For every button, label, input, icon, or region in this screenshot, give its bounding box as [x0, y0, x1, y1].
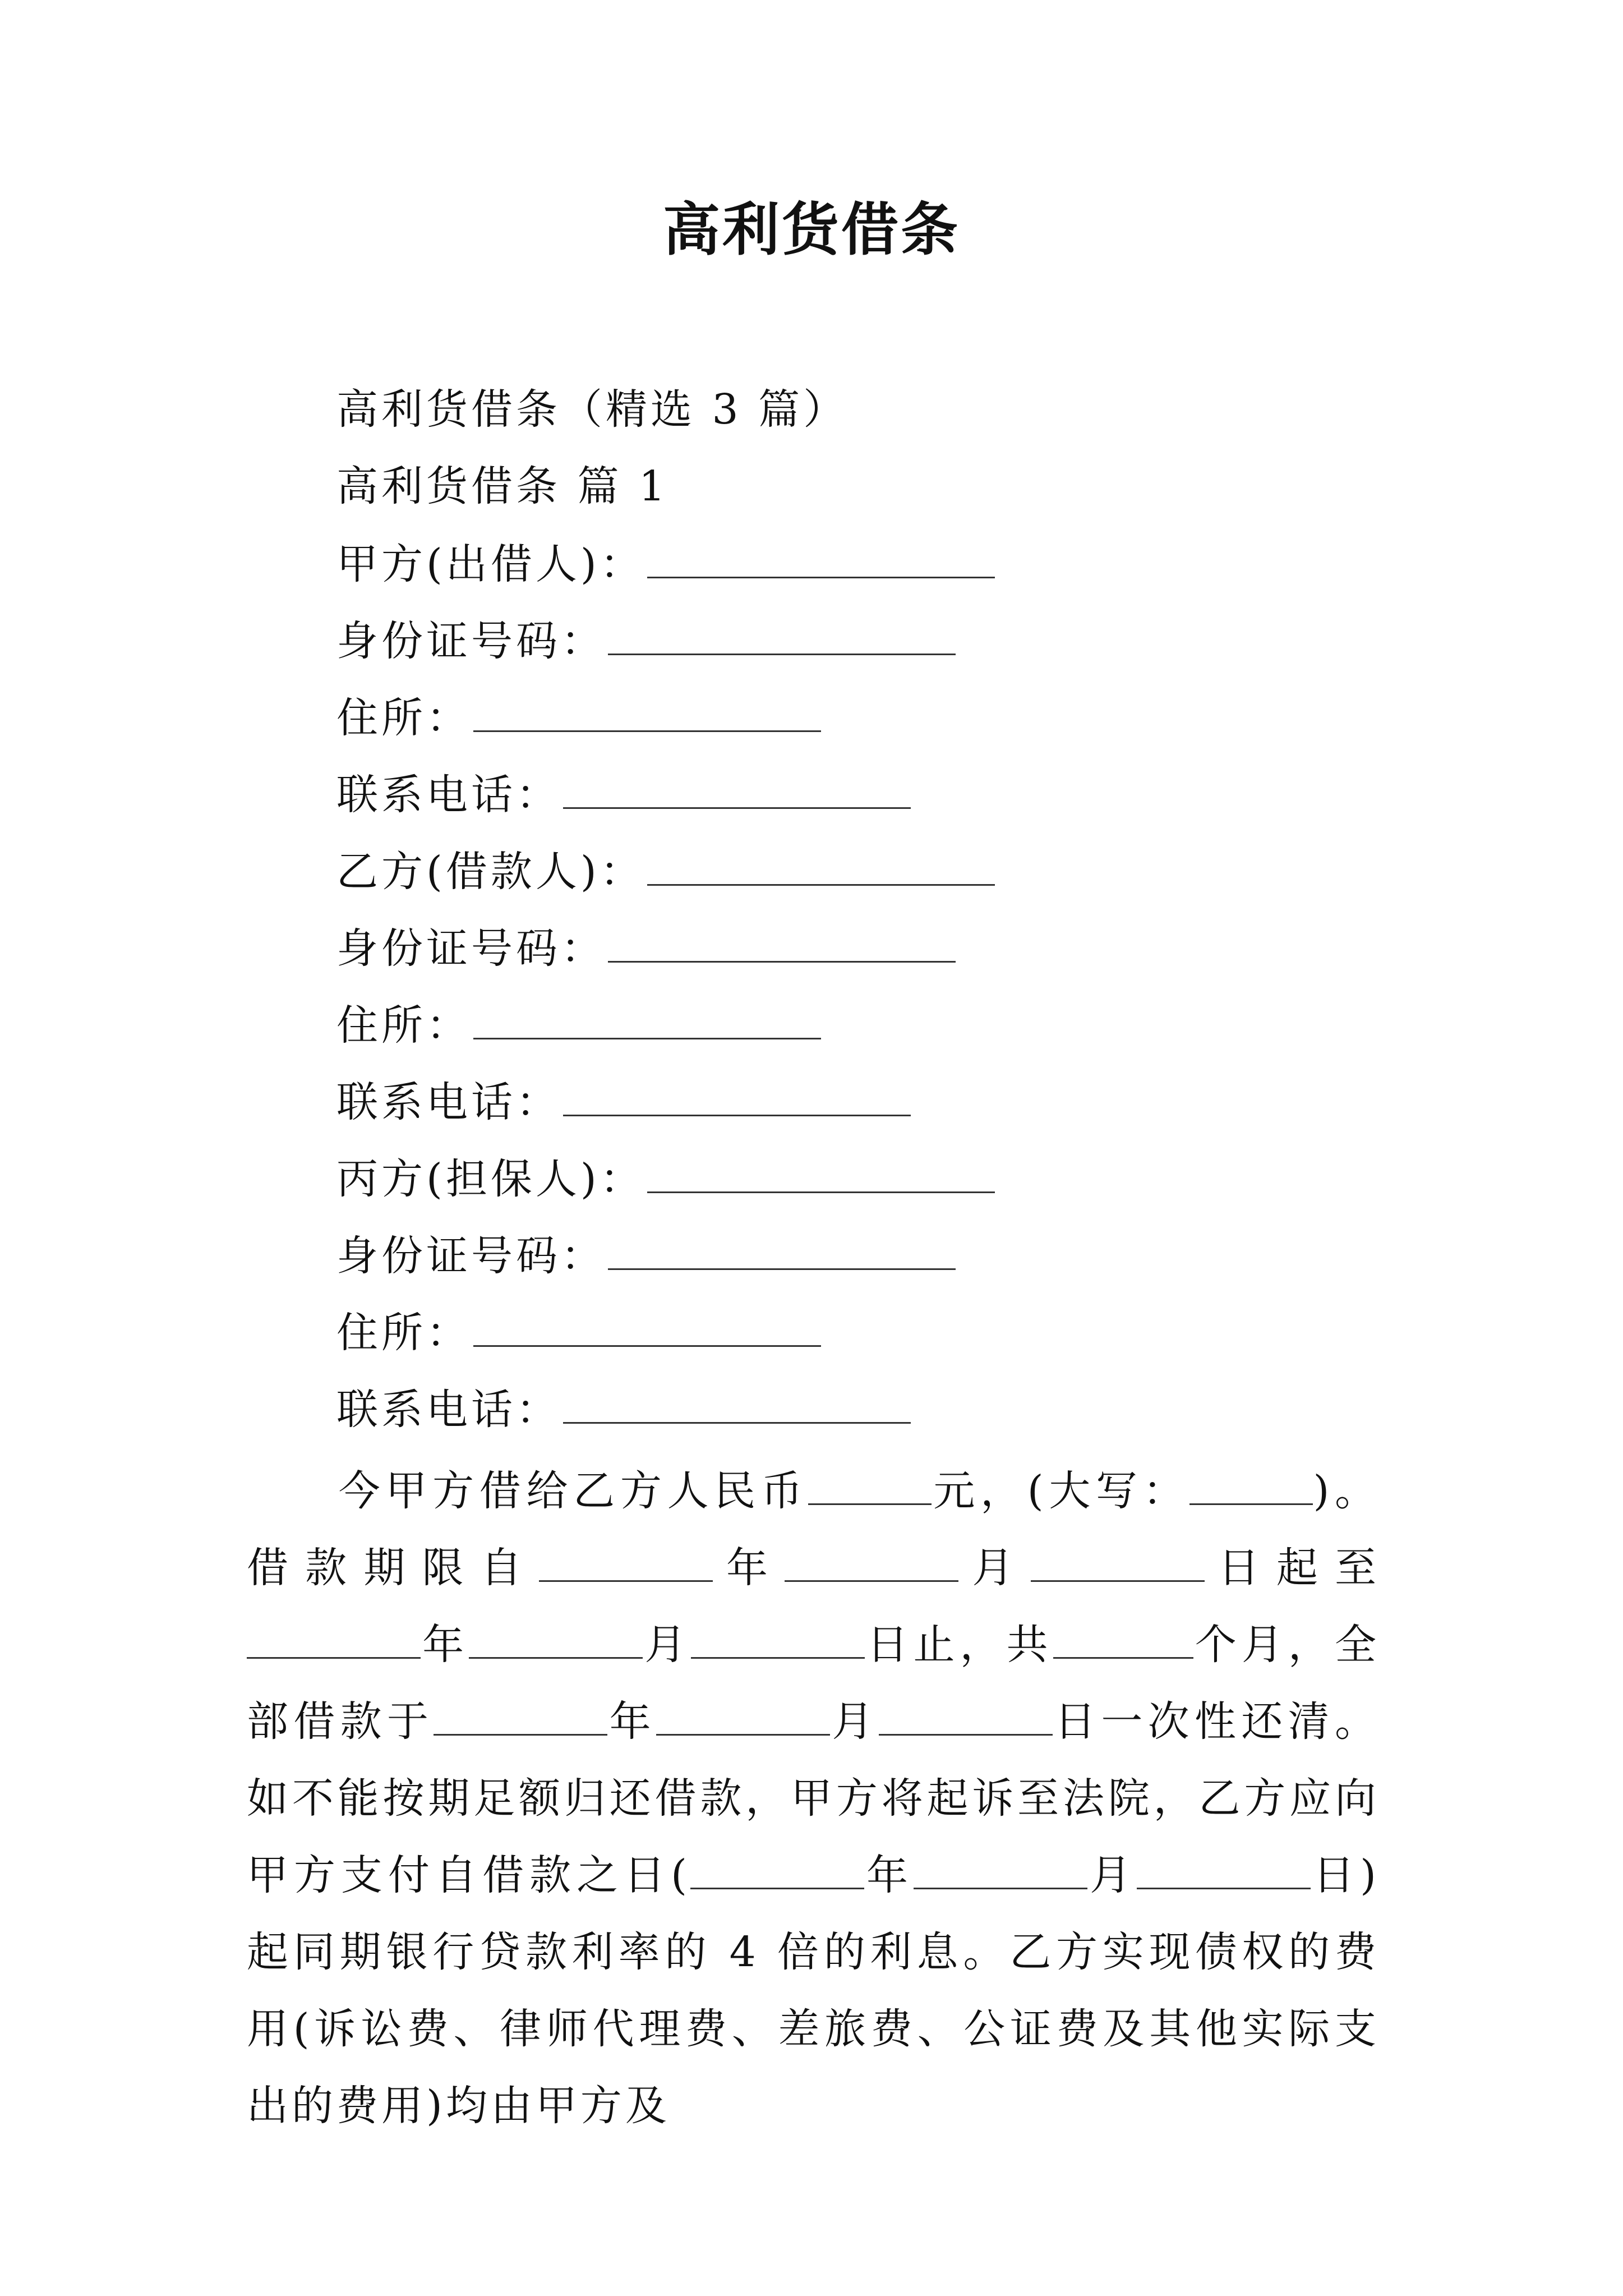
field-lender-phone: [336, 766, 911, 823]
document-subtitle: 高利货借条（精选 3 篇）: [336, 385, 849, 434]
blank-year: [434, 1695, 607, 1736]
field-guarantor-phone: [336, 1381, 911, 1438]
body-text: )。借款期限自: [247, 1467, 1380, 1592]
blank-month: [656, 1695, 830, 1736]
blank-amount-words: [1189, 1464, 1313, 1505]
field-label: 联系电话：: [336, 771, 561, 819]
body-text: 年: [864, 1851, 914, 1899]
blank-line: [647, 1150, 995, 1193]
blank-line: [563, 1381, 911, 1424]
blank-line: [563, 1073, 911, 1116]
field-label: 联系电话：: [336, 1386, 561, 1434]
section-heading: 高利货借条 篇 1: [336, 462, 669, 510]
blank-line: [608, 1227, 956, 1270]
field-borrower: [336, 843, 995, 900]
body-paragraph: [247, 1453, 1380, 2145]
field-borrower-address: [336, 996, 821, 1053]
field-lender-address: [336, 689, 821, 746]
body-text: 日)起同期银行贷款利率的 4 倍的利息。乙方实现债权的费用(诉讼费、律师代理费、差旅费、公证费及其他实际支出的费用)均由甲方及: [247, 1851, 1380, 2130]
blank-months: [1053, 1618, 1193, 1659]
field-guarantor-address: [336, 1304, 821, 1361]
body-text: 月: [643, 1621, 691, 1669]
blank-year: [690, 1848, 864, 1889]
field-label: 甲方(出借人)：: [336, 540, 645, 588]
blank-year: [539, 1541, 713, 1582]
blank-line: [563, 766, 911, 809]
blank-line: [608, 612, 956, 655]
field-borrower-phone: [336, 1073, 911, 1130]
body-text: 日起至: [1204, 1544, 1380, 1592]
blank-year: [247, 1618, 421, 1659]
field-label: 乙方(借款人)：: [336, 848, 645, 896]
blank-line: [473, 1304, 821, 1347]
blank-line: [473, 689, 821, 732]
body-text: 月: [830, 1697, 879, 1746]
blank-amount: [808, 1464, 932, 1505]
body-text: 日止，共: [865, 1621, 1053, 1669]
body-text: 年: [712, 1544, 785, 1592]
field-label: 住所：: [336, 1001, 471, 1050]
blank-line: [473, 996, 821, 1039]
blank-line: [647, 535, 995, 578]
body-text: 今甲方借给乙方人民币: [336, 1467, 808, 1515]
field-guarantor-id: [336, 1227, 956, 1284]
field-label: 联系电话：: [336, 1078, 561, 1126]
field-label: 身份证号码：: [336, 1232, 606, 1280]
body-text: 年: [421, 1621, 469, 1669]
blank-day: [879, 1695, 1053, 1736]
document-title: 高利货借条: [663, 196, 960, 264]
field-label: 丙方(担保人)：: [336, 1155, 645, 1203]
blank-month: [469, 1618, 643, 1659]
body-text: 个月，全部借款于: [247, 1621, 1380, 1746]
field-lender: [336, 535, 995, 592]
field-guarantor: [336, 1150, 995, 1207]
field-borrower-id: [336, 919, 956, 977]
field-label: 身份证号码：: [336, 924, 606, 973]
blank-day: [691, 1618, 865, 1659]
field-label: 住所：: [336, 694, 471, 742]
body-text: 元，(大写：: [931, 1467, 1190, 1515]
body-text: 日一次性还清。如不能按期足额归还借款，甲方将起诉至法院，乙方应向甲方支付自借款之日(: [247, 1697, 1380, 1899]
field-label: 身份证号码：: [336, 617, 606, 665]
blank-month: [914, 1848, 1087, 1889]
field-lender-id: [336, 612, 956, 669]
blank-line: [608, 919, 956, 963]
blank-day: [1137, 1848, 1311, 1889]
blank-day: [1031, 1541, 1205, 1582]
field-label: 住所：: [336, 1309, 471, 1357]
body-text: 月: [958, 1544, 1031, 1592]
body-text: 月: [1087, 1851, 1137, 1899]
body-text: 年: [607, 1697, 657, 1746]
blank-line: [647, 843, 995, 886]
blank-month: [785, 1541, 958, 1582]
